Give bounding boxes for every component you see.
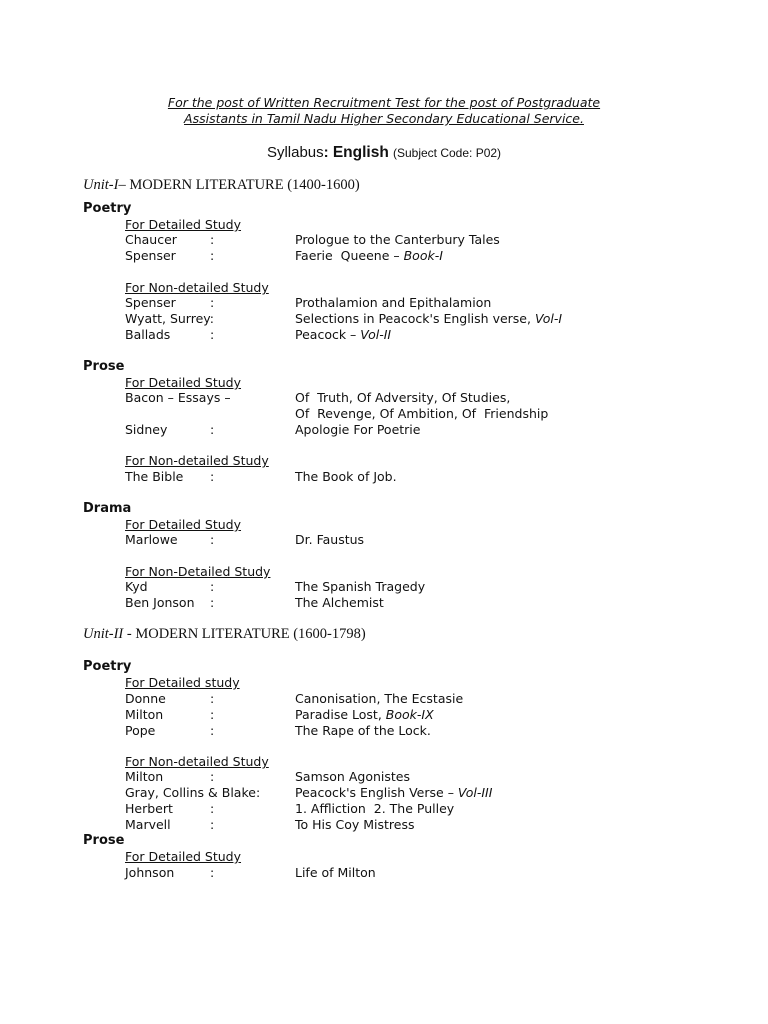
work-text: Paradise Lost, — [295, 707, 386, 722]
syllabus-row — [0, 579, 768, 595]
unit-2-title: - MODERN LITERATURE (1600-1798) — [123, 626, 366, 642]
work-volume: Vol-I — [534, 311, 563, 326]
unit-2-poetry-non-detailed-heading: For Non-detailed Study — [125, 754, 269, 769]
work-text: Faerie Queene – — [295, 248, 404, 263]
author-name: Gray, Collins & Blake: — [125, 785, 261, 800]
author-name: Chaucer — [125, 232, 177, 247]
header-line-2: Assistants in Tamil Nadu Higher Secondary Educational Service. — [184, 111, 584, 126]
syllabus-title — [0, 144, 768, 162]
work-title — [295, 595, 384, 610]
author-name: Wyatt, Surrey: — [125, 311, 214, 326]
work-title — [295, 707, 434, 722]
author-name: Marvell — [125, 817, 171, 832]
author-name: Johnson — [125, 865, 175, 880]
syllabus-colon: : — [323, 144, 329, 161]
separator-colon: : — [210, 248, 215, 263]
work-volume: Book-IX — [385, 707, 434, 722]
unit-2-prose-heading: Prose — [83, 833, 125, 848]
unit-1-prose-heading: Prose — [83, 359, 125, 374]
work-title — [295, 579, 425, 594]
syllabus-row — [0, 723, 768, 739]
syllabus-row — [0, 422, 768, 438]
syllabus-row — [0, 532, 768, 548]
separator-colon: : — [210, 469, 215, 484]
work-title — [295, 327, 391, 342]
work-text: To His Coy Mistress — [295, 817, 415, 832]
work-text: Dr. Faustus — [295, 532, 365, 547]
work-text: The Spanish Tragedy — [295, 579, 426, 594]
separator-colon: : — [210, 295, 215, 310]
work-text: Apologie For Poetrie — [295, 422, 421, 437]
unit-1-drama-heading: Drama — [83, 501, 132, 516]
syllabus-row — [0, 595, 768, 611]
separator-colon: : — [210, 532, 215, 547]
work-title — [295, 801, 454, 816]
syllabus-row — [0, 785, 768, 801]
syllabus-row — [0, 817, 768, 833]
author-name: Milton — [125, 769, 164, 784]
author-name: Herbert — [125, 801, 173, 816]
work-text: Peacock – — [295, 327, 361, 342]
unit-2-heading — [83, 626, 366, 643]
separator-colon: : — [210, 707, 215, 722]
unit-1-prefix: Unit-I — [83, 177, 119, 193]
author-name: Spenser — [125, 248, 176, 263]
author-name: Ben Jonson — [125, 595, 195, 610]
author-name: Kyd — [125, 579, 148, 594]
work-text: 1. Affliction 2. The Pulley — [295, 801, 455, 816]
author-name: The Bible — [125, 469, 184, 484]
separator-colon: : — [210, 327, 215, 342]
work-text: The Rape of the Lock. — [295, 723, 431, 738]
syllabus-row — [0, 801, 768, 817]
work-title — [295, 532, 364, 547]
unit-1-prose-non-detailed-heading: For Non-detailed Study — [125, 453, 269, 468]
work-title — [295, 295, 491, 310]
syllabus-row — [0, 232, 768, 248]
unit-2-poetry-detailed-heading: For Detailed study — [125, 675, 240, 690]
work-title — [295, 691, 463, 706]
work-text: Life of Milton — [295, 865, 376, 880]
work-text: Of Revenge, Of Ambition, Of Friendship — [295, 406, 549, 421]
work-text: Canonisation, The Ecstasie — [295, 691, 464, 706]
author-name: Milton — [125, 707, 164, 722]
work-text: The Alchemist — [295, 595, 384, 610]
author-name: Donne — [125, 691, 166, 706]
unit-2-prose-detailed-heading: For Detailed Study — [125, 849, 242, 864]
subject-name: English — [332, 144, 389, 161]
work-title — [295, 406, 548, 421]
separator-colon: : — [210, 801, 215, 816]
work-title — [295, 817, 415, 832]
subject-code: (Subject Code: P02) — [392, 146, 502, 160]
work-title — [295, 865, 376, 880]
work-title — [295, 769, 410, 784]
unit-1-drama-non-detailed-heading: For Non-Detailed Study — [125, 564, 271, 579]
work-text: The Book of Job. — [295, 469, 397, 484]
syllabus-label: Syllabus — [266, 144, 324, 161]
work-title — [295, 785, 492, 800]
author-name: Sidney — [125, 422, 168, 437]
separator-colon: : — [210, 579, 215, 594]
work-title — [295, 248, 443, 263]
author-name: Marlowe — [125, 532, 178, 547]
unit-1-drama-detailed-heading: For Detailed Study — [125, 517, 242, 532]
syllabus-row — [0, 707, 768, 723]
syllabus-row — [0, 327, 768, 343]
unit-1-heading — [83, 177, 360, 194]
work-text: Prologue to the Canterbury Tales — [295, 232, 500, 247]
work-text: Of Truth, Of Adversity, Of Studies, — [295, 390, 511, 405]
unit-1-poetry-heading: Poetry — [83, 201, 132, 216]
syllabus-row — [0, 769, 768, 785]
separator-colon: : — [210, 769, 215, 784]
separator-colon: : — [210, 723, 215, 738]
work-title — [295, 311, 562, 326]
header-line-1: For the post of Written Recruitment Test for the post of Postgraduate — [167, 95, 601, 110]
work-volume: Vol-II — [360, 327, 392, 342]
unit-1-poetry-detailed-heading: For Detailed Study — [125, 217, 242, 232]
separator-colon: : — [210, 232, 215, 247]
work-title — [295, 232, 500, 247]
work-text: Peacock's English Verse – — [295, 785, 458, 800]
syllabus-row — [0, 295, 768, 311]
separator-colon: : — [210, 865, 215, 880]
author-name: Pope — [125, 723, 156, 738]
work-text: Samson Agonistes — [295, 769, 410, 784]
syllabus-row — [0, 390, 768, 406]
work-title — [295, 422, 420, 437]
syllabus-row — [0, 248, 768, 264]
separator-colon: : — [210, 817, 215, 832]
separator-colon: : — [210, 595, 215, 610]
work-text: Selections in Peacock's English verse, — [295, 311, 535, 326]
syllabus-row — [0, 311, 768, 327]
work-volume: Vol-III — [457, 785, 493, 800]
author-name: Bacon – Essays – — [125, 390, 231, 405]
syllabus-row — [0, 469, 768, 485]
author-name: Spenser — [125, 295, 176, 310]
syllabus-row — [0, 406, 768, 422]
work-volume: Book-I — [403, 248, 443, 263]
author-name: Ballads — [125, 327, 171, 342]
work-text: Prothalamion and Epithalamion — [295, 295, 492, 310]
work-title — [295, 390, 510, 405]
unit-1-title: – MODERN LITERATURE (1400-1600) — [118, 177, 360, 193]
separator-colon: : — [210, 691, 215, 706]
unit-1-poetry-non-detailed-heading: For Non-detailed Study — [125, 280, 269, 295]
unit-1-prose-detailed-heading: For Detailed Study — [125, 375, 242, 390]
unit-2-poetry-heading: Poetry — [83, 659, 132, 674]
unit-2-prefix: Unit-II — [83, 626, 124, 642]
syllabus-row — [0, 691, 768, 707]
work-title — [295, 723, 431, 738]
work-title — [295, 469, 397, 484]
syllabus-row — [0, 865, 768, 881]
separator-colon: : — [210, 422, 215, 437]
